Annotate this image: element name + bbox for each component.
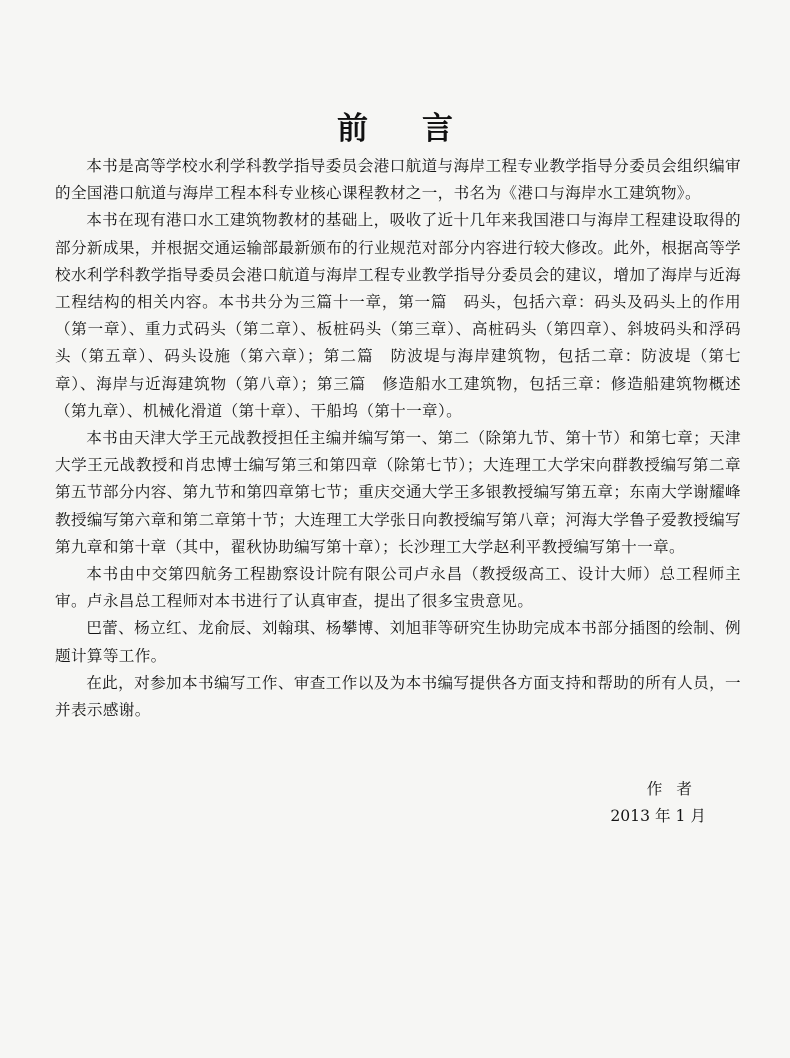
preface-body (55, 153, 741, 724)
paragraph-authors: 本书由天津大学王元战教授担任主编并编写第一、第二（除第九节、第十节）和第七章；天津大学王元战教授和肖忠博士编写第三和第四章（除第七节）；大连理工大学宋向群教授编写第二章第五节部分内容、第九节和第四章第七节；重庆交通大学王多银教授编写第五章；东南大学谢耀峰教授编写第六章和第二章第十节；大连理工大学张日向教授编写第八章；河海大学鲁子爱教授编写第九章和第十章（其中，翟秋协助编写第十章）；长沙理工大学赵利平教授编写第十一章。 (55, 429, 741, 556)
paragraph-content-structure: 本书在现有港口水工建筑物教材的基础上，吸收了近十几年来我国港口与海岸工程建设取得的部分新成果，并根据交通运输部最新颁布的行业规范对部分内容进行较大修改。此外，根据高等学校水利学科教学指导委员会港口航道与海岸工程专业教学指导分委员会的建议，增加了海岸与近海工程结构的相关内容。本书共分为三篇十一章，第一篇 码头，包括六章：码头及码头上的作用（第一章）、重力式码头（第二章）、板桩码头（第三章）、高桩码头（第四章）、斜坡码头和浮码头（第五章）、码头设施（第六章）；第二篇 防波堤与海岸建筑物，包括二章：防波堤（第七章）、海岸与近海建筑物（第八章）；第三篇 修造船水工建筑物，包括三章：修造船建筑物概述（第九章）、机械化滑道（第十章）、干船坞（第十一章）。 (55, 211, 741, 420)
paragraph-thanks: 在此，对参加本书编写工作、审查工作以及为本书编写提供各方面支持和帮助的所有人员，一并表示感谢。 (55, 673, 741, 720)
signature-author: 作者 (646, 780, 706, 798)
paragraph-intro: 本书是高等学校水利学科教学指导委员会港口航道与海岸工程专业教学指导分委员会组织编审的全国港口航道与海岸工程本科专业核心课程教材之一，书名为《港口与海岸水工建筑物》。 (55, 157, 741, 203)
signature-date: 2013 年 1 月 (610, 807, 706, 825)
page-title: 前言 (337, 110, 507, 147)
paragraph-assistants: 巴蕾、杨立红、龙俞辰、刘翰琪、杨攀博、刘旭菲等研究生协助完成本书部分插图的绘制、例题计算等工作。 (55, 619, 741, 665)
paragraph-reviewer: 本书由中交第四航务工程勘察设计院有限公司卢永昌（教授级高工、设计大师）总工程师主审。卢永昌总工程师对本书进行了认真审查，提出了很多宝贵意见。 (55, 565, 741, 611)
signature-block (506, 776, 706, 830)
